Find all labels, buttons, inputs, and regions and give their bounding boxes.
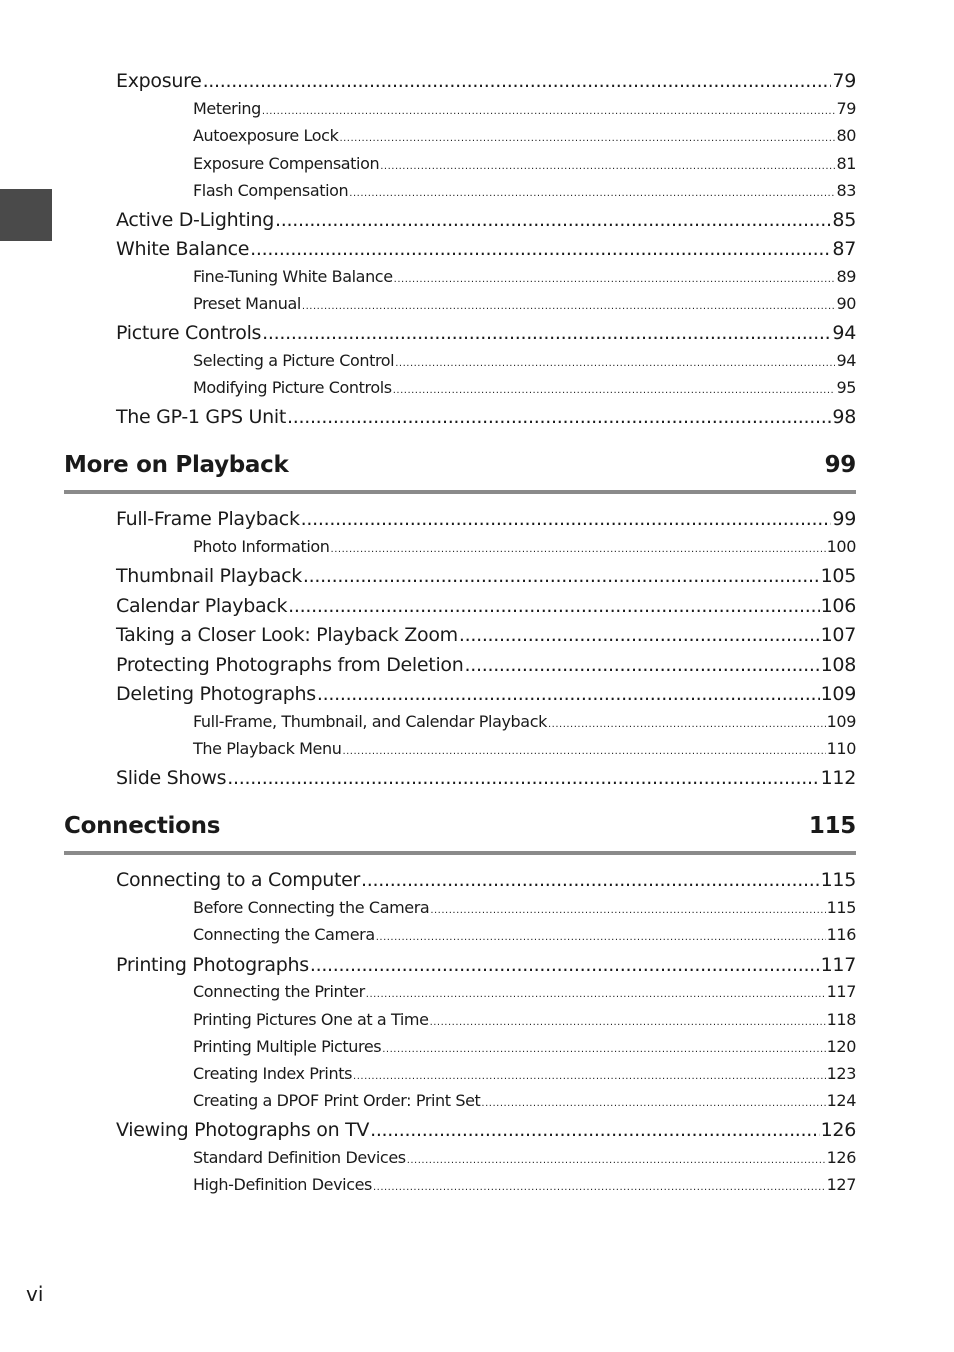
- toc-entry-title: Autoexposure Lock: [193, 126, 339, 145]
- dot-leader: [317, 683, 820, 705]
- toc-subentry[interactable]: [193, 99, 856, 118]
- dot-leader: [303, 565, 820, 587]
- toc-entry[interactable]: [116, 508, 856, 530]
- toc-entry[interactable]: [116, 238, 856, 260]
- toc-entry-title: Modifying Picture Controls: [193, 378, 392, 397]
- toc-entry-page: 126: [826, 1148, 856, 1167]
- toc-entry[interactable]: [116, 624, 856, 646]
- toc-entry[interactable]: [116, 322, 856, 344]
- toc-subentry[interactable]: [193, 126, 856, 145]
- toc-entry-page: 85: [832, 209, 856, 231]
- toc-subentry[interactable]: [193, 1091, 856, 1110]
- toc-subentry[interactable]: [193, 267, 856, 286]
- toc-subentry[interactable]: [193, 294, 856, 313]
- toc-entry[interactable]: [116, 70, 856, 92]
- toc-entry-page: 117: [820, 954, 856, 976]
- toc-subentry[interactable]: [193, 1148, 856, 1167]
- toc-entry-title: Selecting a Picture Control: [193, 351, 395, 370]
- toc-subentry[interactable]: [193, 351, 856, 370]
- toc-subentry[interactable]: [193, 537, 856, 556]
- toc-entry-page: 123: [826, 1064, 856, 1083]
- toc-entry-page: 115: [820, 869, 856, 891]
- toc-subentry[interactable]: [193, 898, 856, 917]
- toc-entry-title: Slide Shows: [116, 767, 227, 789]
- dot-leader: [395, 358, 835, 369]
- toc-entry-page: 116: [826, 925, 856, 944]
- dot-leader: [366, 989, 826, 1000]
- toc-entry-page: 79: [836, 99, 856, 118]
- toc-entry[interactable]: [116, 683, 856, 705]
- toc-entry-title: Full-Frame, Thumbnail, and Calendar Playback: [193, 712, 547, 731]
- dot-leader: [331, 544, 826, 555]
- toc-subentry[interactable]: [193, 982, 856, 1001]
- section-heading-connections[interactable]: [64, 813, 856, 839]
- toc-entry-page: 127: [826, 1175, 856, 1194]
- page-number: vi: [26, 1282, 44, 1306]
- toc-entry-page: 83: [836, 181, 856, 200]
- toc-entry-title: High-Definition Devices: [193, 1175, 372, 1194]
- toc-subentry[interactable]: [193, 712, 856, 731]
- toc-entry-title: Printing Photographs: [116, 954, 309, 976]
- toc-entry-page: 126: [820, 1119, 856, 1141]
- toc-entry-title: Preset Manual: [193, 294, 301, 313]
- toc-entry-page: 109: [820, 683, 856, 705]
- toc-entry-title: Protecting Photographs from Deletion: [116, 654, 464, 676]
- toc-entry[interactable]: [116, 1119, 856, 1141]
- toc-subentry[interactable]: [193, 1010, 856, 1029]
- toc-subentry[interactable]: [193, 154, 856, 173]
- dot-leader: [250, 238, 831, 260]
- toc-entry-page: 87: [832, 238, 856, 260]
- toc-entry-page: 105: [820, 565, 856, 587]
- toc-entry-page: 117: [826, 982, 856, 1001]
- toc-entry-page: 98: [832, 406, 856, 428]
- toc-subentry[interactable]: [193, 181, 856, 200]
- chapter-tab-marker: [0, 189, 52, 241]
- dot-leader: [459, 624, 820, 646]
- toc-entry-page: 99: [832, 508, 856, 530]
- dot-leader: [407, 1155, 826, 1166]
- toc-entry-page: 94: [836, 351, 856, 370]
- toc-entry-page: 79: [832, 70, 856, 92]
- toc-entry-title: Metering: [193, 99, 261, 118]
- toc-entry-title: Before Connecting the Camera: [193, 898, 430, 917]
- toc-subentry[interactable]: [193, 1175, 856, 1194]
- toc-entry-title: Printing Multiple Pictures: [193, 1037, 382, 1056]
- dot-leader: [394, 274, 836, 285]
- toc-entry-page: 106: [820, 595, 856, 617]
- dot-leader: [393, 385, 836, 396]
- toc-subentry[interactable]: [193, 1037, 856, 1056]
- toc-entry-title: Creating Index Prints: [193, 1064, 353, 1083]
- toc-entry-page: 100: [826, 537, 856, 556]
- dot-leader: [430, 1017, 826, 1028]
- dot-leader: [430, 905, 825, 916]
- toc-entry-page: 89: [836, 267, 856, 286]
- dot-leader: [380, 161, 835, 172]
- dot-leader: [361, 869, 820, 891]
- toc-entry-title: The GP-1 GPS Unit: [116, 406, 286, 428]
- dot-leader: [302, 301, 836, 312]
- toc-entry-page: 108: [820, 654, 856, 676]
- toc-entry-title: Exposure Compensation: [193, 154, 380, 173]
- toc-entry-title: Calendar Playback: [116, 595, 288, 617]
- dot-leader: [227, 767, 819, 789]
- section-title: Connections: [64, 813, 221, 839]
- dot-leader: [370, 1119, 820, 1141]
- toc-entry-page: 112: [820, 767, 856, 789]
- dot-leader: [353, 1071, 826, 1082]
- dot-leader: [349, 188, 835, 199]
- dot-leader: [382, 1044, 825, 1055]
- section-page: 99: [824, 452, 856, 478]
- dot-leader: [339, 133, 835, 144]
- toc-entry-title: Creating a DPOF Print Order: Print Set: [193, 1091, 481, 1110]
- toc-entry-page: 80: [836, 126, 856, 145]
- toc-entry-page: 81: [836, 154, 856, 173]
- toc-entry[interactable]: [116, 954, 856, 976]
- dot-leader: [287, 406, 831, 428]
- toc-entry-title: Fine-Tuning White Balance: [193, 267, 393, 286]
- dot-leader: [548, 719, 826, 730]
- toc-entry-title: The Playback Menu: [193, 739, 342, 758]
- toc-entry[interactable]: [116, 565, 856, 587]
- toc-entry[interactable]: [116, 654, 856, 676]
- toc-entry-title: Flash Compensation: [193, 181, 349, 200]
- dot-leader: [373, 1182, 826, 1193]
- dot-leader: [301, 508, 832, 530]
- toc-entry[interactable]: [116, 595, 856, 617]
- section-title: More on Playback: [64, 452, 289, 478]
- toc-entry-title: Connecting to a Computer: [116, 869, 361, 891]
- toc-subentry[interactable]: [193, 739, 856, 758]
- toc-entry-page: 110: [826, 739, 856, 758]
- toc-entry-title: Standard Definition Devices: [193, 1148, 406, 1167]
- toc-subentry[interactable]: [193, 378, 856, 397]
- section-rule: [64, 490, 856, 494]
- toc-entry-title: White Balance: [116, 238, 250, 260]
- dot-leader: [275, 209, 831, 231]
- toc-entry-page: 107: [820, 624, 856, 646]
- dot-leader: [262, 106, 836, 117]
- section-page: 115: [808, 813, 856, 839]
- dot-leader: [481, 1098, 825, 1109]
- toc-entry-page: 118: [826, 1010, 856, 1029]
- dot-leader: [203, 70, 832, 92]
- toc-entry-title: Printing Pictures One at a Time: [193, 1010, 429, 1029]
- section-heading-playback[interactable]: [64, 452, 856, 478]
- toc-entry-title: Deleting Photographs: [116, 683, 316, 705]
- dot-leader: [342, 746, 825, 757]
- toc-subentry[interactable]: [193, 1064, 856, 1083]
- toc-entry-page: 109: [826, 712, 856, 731]
- toc-entry-title: Thumbnail Playback: [116, 565, 302, 587]
- toc-entry[interactable]: [116, 767, 856, 789]
- toc-entry-title: Taking a Closer Look: Playback Zoom: [116, 624, 458, 646]
- toc-entry-title: Viewing Photographs on TV: [116, 1119, 370, 1141]
- dot-leader: [288, 595, 819, 617]
- dot-leader: [376, 932, 826, 943]
- toc-entry[interactable]: [116, 406, 856, 428]
- toc-entry-page: 120: [826, 1037, 856, 1056]
- toc-entry-title: Full-Frame Playback: [116, 508, 300, 530]
- toc-entry-title: Active D-Lighting: [116, 209, 274, 231]
- dot-leader: [310, 954, 820, 976]
- toc-subentry[interactable]: [193, 925, 856, 944]
- toc-entry-title: Connecting the Camera: [193, 925, 375, 944]
- toc-entry-page: 94: [832, 322, 856, 344]
- dot-leader: [262, 322, 831, 344]
- toc-entry-page: 95: [836, 378, 856, 397]
- section-rule: [64, 851, 856, 855]
- toc-entry-title: Picture Controls: [116, 322, 262, 344]
- toc-entry-title: Photo Information: [193, 537, 330, 556]
- toc-entry-title: Connecting the Printer: [193, 982, 365, 1001]
- dot-leader: [465, 654, 820, 676]
- toc-entry-title: Exposure: [116, 70, 202, 92]
- toc-entry-page: 90: [836, 294, 856, 313]
- toc-entry[interactable]: [116, 209, 856, 231]
- toc-entry-page: 115: [826, 898, 856, 917]
- toc-entry[interactable]: [116, 869, 856, 891]
- toc-entry-page: 124: [826, 1091, 856, 1110]
